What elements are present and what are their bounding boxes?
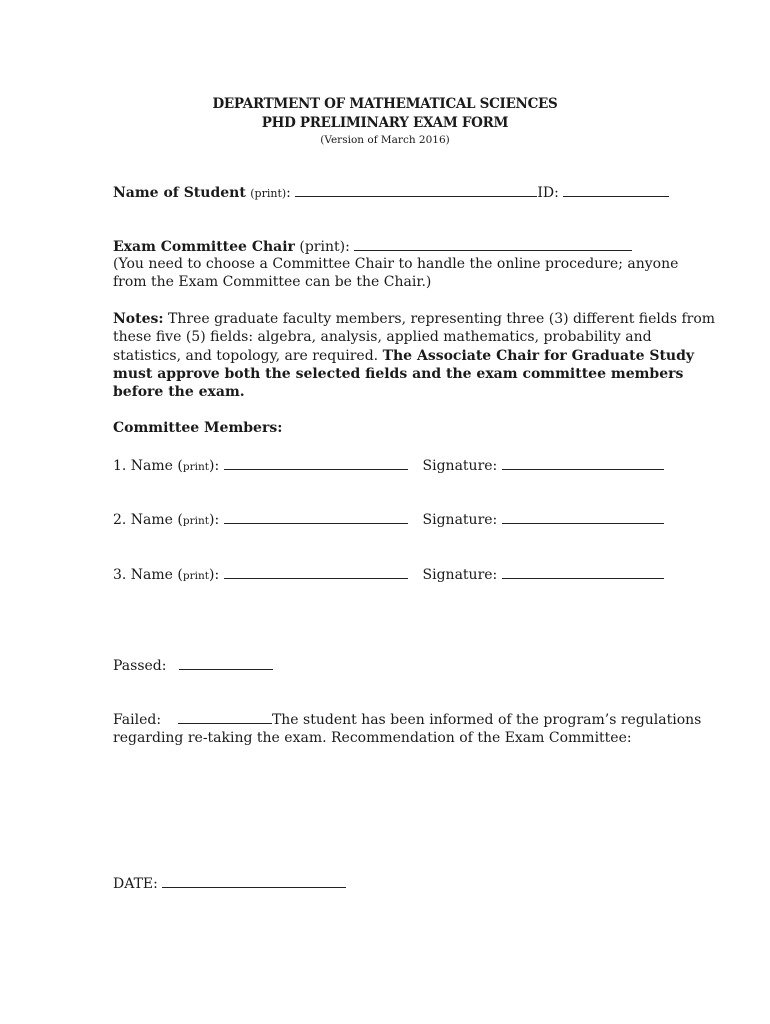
date-field[interactable]	[162, 874, 346, 888]
failed-text-line-1: The student has been informed of the program’s regulations	[271, 712, 702, 728]
notes-block	[113, 310, 715, 401]
form-title: PHD PRELIMINARY EXAM FORM	[261, 115, 509, 131]
recommendation-area[interactable]	[113, 752, 653, 862]
committee-member-2: 2. Name (print): Signature:	[113, 510, 664, 530]
notes-line-3: statistics, and topology, are required. The Associate Chair for Graduate Study	[113, 347, 695, 364]
member-1-name-field[interactable]	[224, 456, 408, 470]
student-name-field[interactable]	[295, 183, 537, 197]
passed-label: Passed:	[113, 658, 167, 674]
member-2-name-field[interactable]	[224, 510, 408, 524]
student-colon: :	[286, 185, 291, 201]
department-title: DEPARTMENT OF MATHEMATICAL SCIENCES	[212, 96, 558, 112]
notes-line-2: these five (5) fields: algebra, analysis, applied mathematics, probability and	[113, 329, 652, 346]
failed-field[interactable]	[178, 710, 272, 724]
committee-member-1: 1. Name (print): Signature:	[113, 456, 664, 476]
student-id-field[interactable]	[563, 183, 669, 197]
failed-label: Failed:	[113, 712, 162, 728]
chair-note-line-1: (You need to choose a Committee Chair to handle the online procedure; anyone	[113, 256, 679, 272]
member-1-signature-field[interactable]	[502, 456, 664, 470]
notes-line-4: must approve both the selected fields and the exam committee members	[113, 365, 684, 382]
chair-note-line-2: from the Exam Committee can be the Chair.)	[113, 274, 432, 290]
notes-line-5: before the exam.	[113, 384, 245, 401]
member-3-name-field[interactable]	[224, 565, 408, 579]
chair-row	[113, 237, 632, 256]
committee-member-3: 3. Name (print): Signature:	[113, 565, 664, 585]
student-print-label: (print)	[250, 187, 287, 200]
date-row	[113, 874, 346, 893]
passed-row	[113, 656, 273, 675]
student-id-label: ID:	[537, 185, 559, 201]
member-1-signature-label: Signature:	[422, 458, 498, 474]
member-3-signature-label: Signature:	[422, 567, 498, 583]
form-version: (Version of March 2016)	[320, 134, 450, 146]
member-2-signature-label: Signature:	[422, 512, 498, 528]
member-3-signature-field[interactable]	[502, 565, 664, 579]
passed-field[interactable]	[179, 656, 273, 670]
notes-label: Notes:	[113, 311, 164, 327]
date-label: DATE:	[113, 876, 158, 892]
chair-label: Exam Committee Chair	[113, 239, 295, 255]
notes-line-1: Notes: Three graduate faculty members, representing three (3) different fields from	[113, 311, 716, 327]
chair-name-field[interactable]	[354, 237, 632, 251]
student-name-row	[113, 183, 669, 203]
member-2-signature-field[interactable]	[502, 510, 664, 524]
committee-heading: Committee Members:	[113, 420, 283, 436]
failed-text-line-2: regarding re-taking the exam. Recommendation of the Exam Committee:	[113, 730, 632, 746]
chair-print-label: (print):	[299, 239, 350, 255]
student-name-label: Name of Student	[113, 185, 246, 201]
failed-row	[113, 710, 701, 729]
